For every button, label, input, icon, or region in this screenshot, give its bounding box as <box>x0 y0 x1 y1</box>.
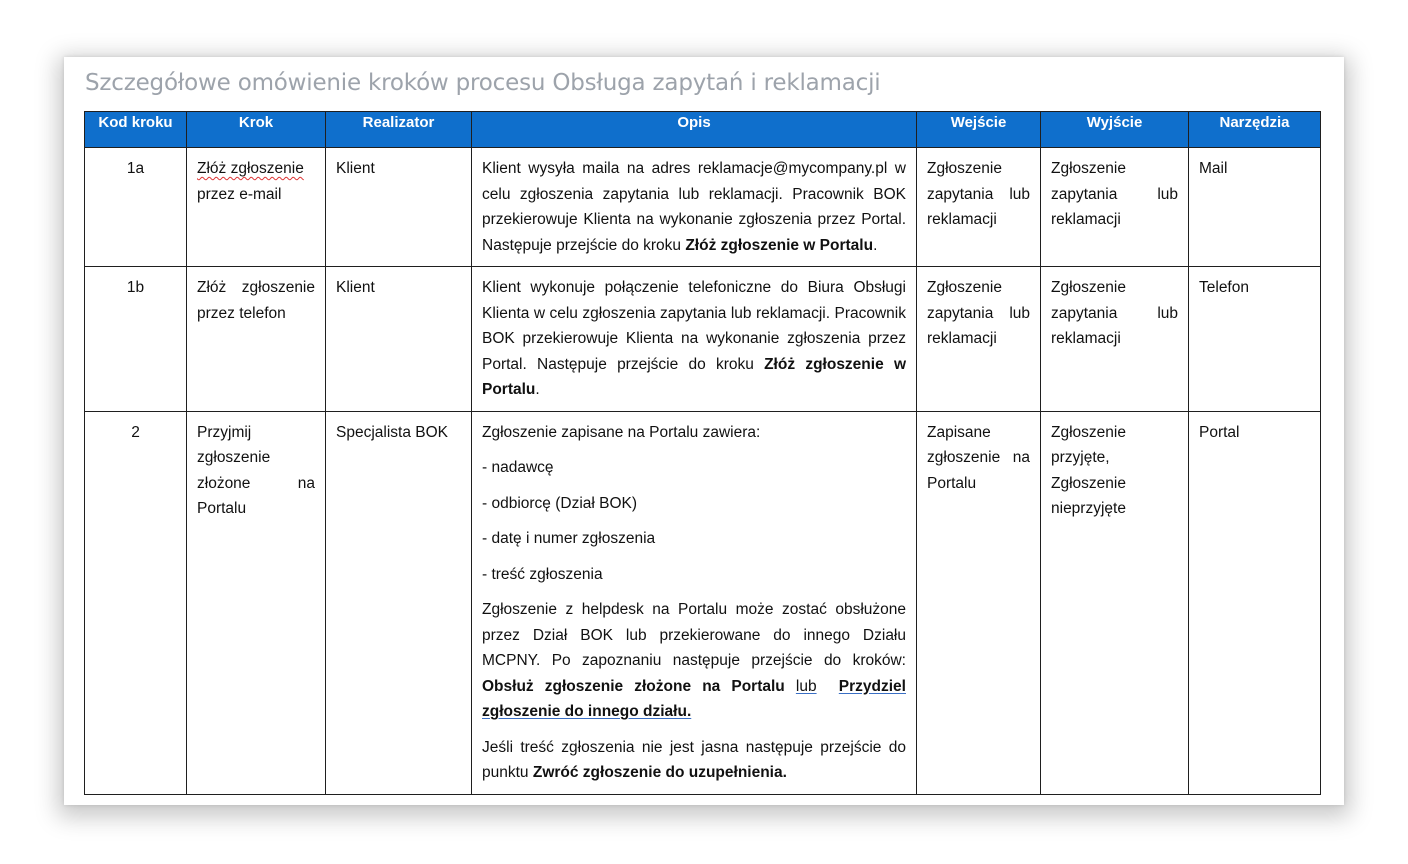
step-line: Złóż zgłoszenie <box>197 279 315 296</box>
step-reference: Złóż zgłoszenie w Portalu <box>685 236 874 254</box>
cell-actor: Klient <box>326 267 472 412</box>
cell-step <box>187 411 326 794</box>
cell-description <box>472 411 917 794</box>
step-reference: Obsłuż zgłoszenie złożone na Portalu <box>482 677 785 695</box>
table-row <box>85 267 1321 412</box>
step-line: Przyjmij <box>197 423 252 441</box>
cell-output <box>1041 148 1189 267</box>
cell-actor: Specjalista BOK <box>326 411 472 794</box>
cell-code: 1a <box>85 148 187 267</box>
cell-code: 1b <box>85 267 187 412</box>
description-list-item: - treść zgłoszenia <box>482 565 603 583</box>
step-line: przez e-mail <box>197 185 282 203</box>
output-line: Zgłoszenie <box>1051 160 1126 177</box>
header-step: Krok <box>187 112 326 148</box>
cell-tools: Portal <box>1189 411 1321 794</box>
description-list-item: - odbiorcę (Dział BOK) <box>482 494 638 512</box>
table-header-row <box>85 112 1321 148</box>
output-line: reklamacji <box>1051 211 1121 228</box>
cell-description <box>472 267 917 412</box>
header-code: Kod kroku <box>85 112 187 148</box>
description-paragraph <box>482 597 906 725</box>
description-text: Klient wysyła maila na adres reklamacje@mycompany.pl w celu zgłoszenia zapytania lub reklamacji. Pracownik BOK przekierowuje Klienta na wykonanie zgłoszenia przez Portal. Następuje przejście do kroku <box>482 160 906 254</box>
output-line: reklamacji <box>1051 330 1121 347</box>
cell-input: Zgłoszenie zapytania lub reklamacji <box>917 267 1041 412</box>
output-line: zapytania lub <box>1051 304 1178 322</box>
step-line: zgłoszenie <box>197 449 271 466</box>
cell-description <box>472 148 917 267</box>
cell-code: 2 <box>85 411 187 794</box>
header-output: Wyjście <box>1041 112 1189 148</box>
description-list-item: - nadawcę <box>482 459 554 476</box>
description-paragraph <box>482 735 906 786</box>
step-line: Portalu <box>197 500 247 517</box>
step-line: złożone na <box>197 474 315 492</box>
table-row <box>85 148 1321 267</box>
document-title: Szczegółowe omówienie kroków procesu Obsługa zapytań i reklamacji <box>85 70 881 96</box>
output-line: Zgłoszenie <box>1051 474 1126 492</box>
step-reference: Złóż zgłoszenie w Portalu <box>482 355 906 398</box>
output-line: przyjęte, <box>1051 449 1110 466</box>
output-line: nieprzyjęte <box>1051 500 1126 517</box>
step-reference: Zwróć zgłoszenie do uzupełnienia. <box>532 764 787 781</box>
description-end: . <box>535 381 540 398</box>
output-line: Zgłoszenie <box>1051 279 1126 296</box>
step-reference: Przydziel zgłoszenie do innego działu. <box>482 677 906 720</box>
output-line: Zgłoszenie <box>1051 423 1126 441</box>
document-page <box>64 57 1344 805</box>
header-description: Opis <box>472 112 917 148</box>
conjunction-text: lub <box>795 677 817 695</box>
description-text: Klient wykonuje połączenie telefoniczne do Biura Obsługi Klienta w celu zgłoszenia zapytania lub reklamacji. Pracownik BOK przekierowuje Klienta na wykonanie zgłoszenia przez Portal. Następuje przejście do kroku <box>482 279 906 373</box>
cell-output <box>1041 267 1189 412</box>
output-line: zapytania lub <box>1051 185 1178 203</box>
process-steps-table <box>84 111 1321 795</box>
header-tools: Narzędzia <box>1189 112 1321 148</box>
description-text: Jeśli treść zgłoszenia nie jest jasna następuje przejście do punktu <box>482 738 906 781</box>
description-text: Zgłoszenie z helpdesk na Portalu może zostać obsłużone przez Dział BOK lub przekierowane do innego Działu MCPNY. Po zapoznaniu następuje przejście do kroków: <box>482 601 906 669</box>
cell-input: Zgłoszenie zapytania lub reklamacji <box>917 148 1041 267</box>
cell-output <box>1041 411 1189 794</box>
cell-step <box>187 267 326 412</box>
header-actor: Realizator <box>326 112 472 148</box>
cell-tools: Mail <box>1189 148 1321 267</box>
step-line <box>197 156 315 182</box>
cell-tools: Telefon <box>1189 267 1321 412</box>
cell-actor: Klient <box>326 148 472 267</box>
step-text-spellcheck: Złóż zgłoszenie <box>197 160 304 177</box>
header-input: Wejście <box>917 112 1041 148</box>
description-intro: Zgłoszenie zapisane na Portalu zawiera: <box>482 423 761 441</box>
step-line: przez telefon <box>197 304 286 322</box>
description-end: . <box>873 236 878 254</box>
cell-input: Zapisane zgłoszenie na Portalu <box>917 411 1041 794</box>
cell-step <box>187 148 326 267</box>
description-list-item: - datę i numer zgłoszenia <box>482 530 656 547</box>
table-row <box>85 411 1321 794</box>
